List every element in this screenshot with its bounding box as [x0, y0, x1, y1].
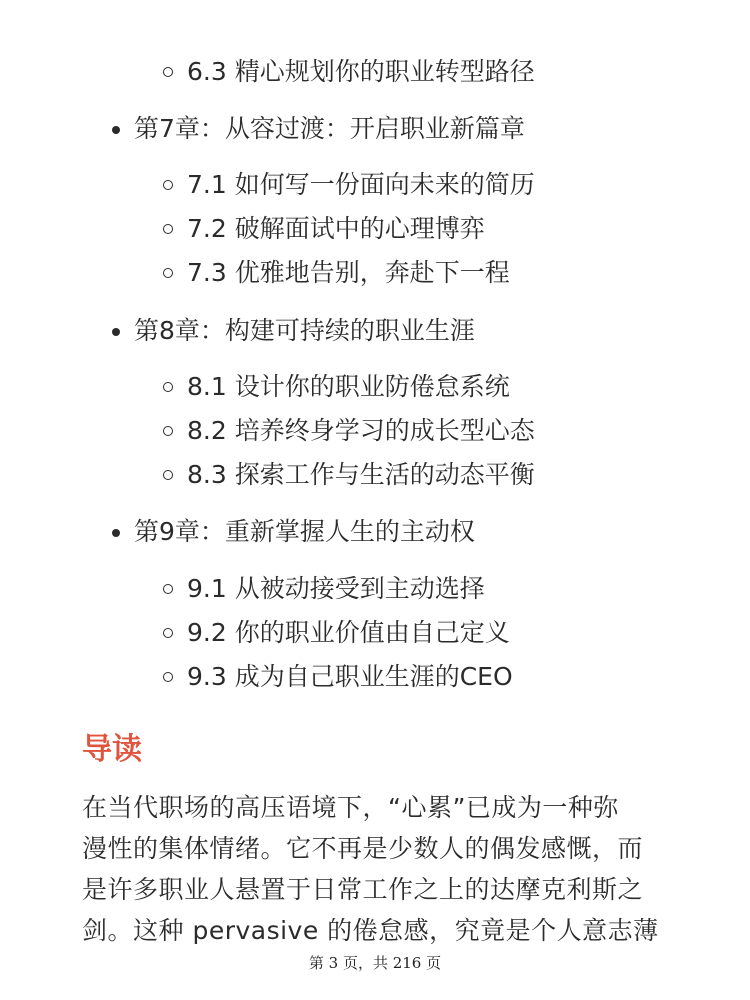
- toc-chapter-8: [134, 315, 475, 347]
- circle-bullet-icon: [163, 672, 173, 682]
- toc-chapter-label: 第7章：从容过渡：开启职业新篇章: [134, 114, 525, 143]
- toc-section-6-3: [187, 56, 535, 88]
- toc-section-8-2: [187, 415, 535, 447]
- toc-section-label: 9.1 从被动接受到主动选择: [187, 574, 485, 603]
- paragraph-line: 漫性的集体情绪。它不再是少数人的偶发感慨，而: [82, 834, 644, 863]
- toc-section-label: 8.2 培养终身学习的成长型心态: [187, 416, 535, 445]
- toc-section-label: 9.2 你的职业价值由自己定义: [187, 618, 510, 647]
- paragraph-line: 剑。这种 pervasive 的倦怠感，究竟是个人意志薄: [82, 916, 659, 945]
- toc-section-label: 7.3 优雅地告别，奔赴下一程: [187, 258, 510, 287]
- circle-bullet-icon: [163, 584, 173, 594]
- toc-section-8-3: [187, 459, 535, 491]
- intro-heading: 导读: [82, 732, 142, 767]
- circle-bullet-icon: [163, 382, 173, 392]
- toc-section-8-1: [187, 371, 510, 403]
- toc-section-9-2: [187, 617, 510, 649]
- toc-section-9-3: [187, 661, 513, 693]
- circle-bullet-icon: [163, 67, 173, 77]
- page-number-footer: 第 3 页，共 216 页: [308, 954, 442, 972]
- paragraph-line: 在当代职场的高压语境下，“心累”已成为一种弥: [82, 793, 619, 822]
- disc-bullet-icon: [112, 328, 120, 336]
- toc-chapter-label: 第8章：构建可持续的职业生涯: [134, 316, 475, 345]
- toc-chapter-9: [134, 516, 475, 548]
- circle-bullet-icon: [163, 426, 173, 436]
- toc-section-label: 8.1 设计你的职业防倦怠系统: [187, 372, 510, 401]
- disc-bullet-icon: [112, 126, 120, 134]
- circle-bullet-icon: [163, 268, 173, 278]
- intro-paragraph: [82, 787, 672, 951]
- toc-section-7-1: [187, 169, 535, 201]
- circle-bullet-icon: [163, 470, 173, 480]
- circle-bullet-icon: [163, 224, 173, 234]
- toc-section-label: 7.2 破解面试中的心理博弈: [187, 214, 485, 243]
- toc-section-label: 9.3 成为自己职业生涯的CEO: [187, 662, 513, 691]
- toc-section-7-2: [187, 213, 485, 245]
- circle-bullet-icon: [163, 180, 173, 190]
- circle-bullet-icon: [163, 628, 173, 638]
- toc-section-label: 7.1 如何写一份面向未来的简历: [187, 170, 535, 199]
- toc-section-label: 6.3 精心规划你的职业转型路径: [187, 57, 535, 86]
- paragraph-line: 是许多职业人悬置于日常工作之上的达摩克利斯之: [82, 875, 644, 904]
- toc-section-7-3: [187, 257, 510, 289]
- toc-section-9-1: [187, 573, 485, 605]
- disc-bullet-icon: [112, 529, 120, 537]
- toc-chapter-label: 第9章：重新掌握人生的主动权: [134, 517, 475, 546]
- toc-section-label: 8.3 探索工作与生活的动态平衡: [187, 460, 535, 489]
- toc-chapter-7: [134, 113, 525, 145]
